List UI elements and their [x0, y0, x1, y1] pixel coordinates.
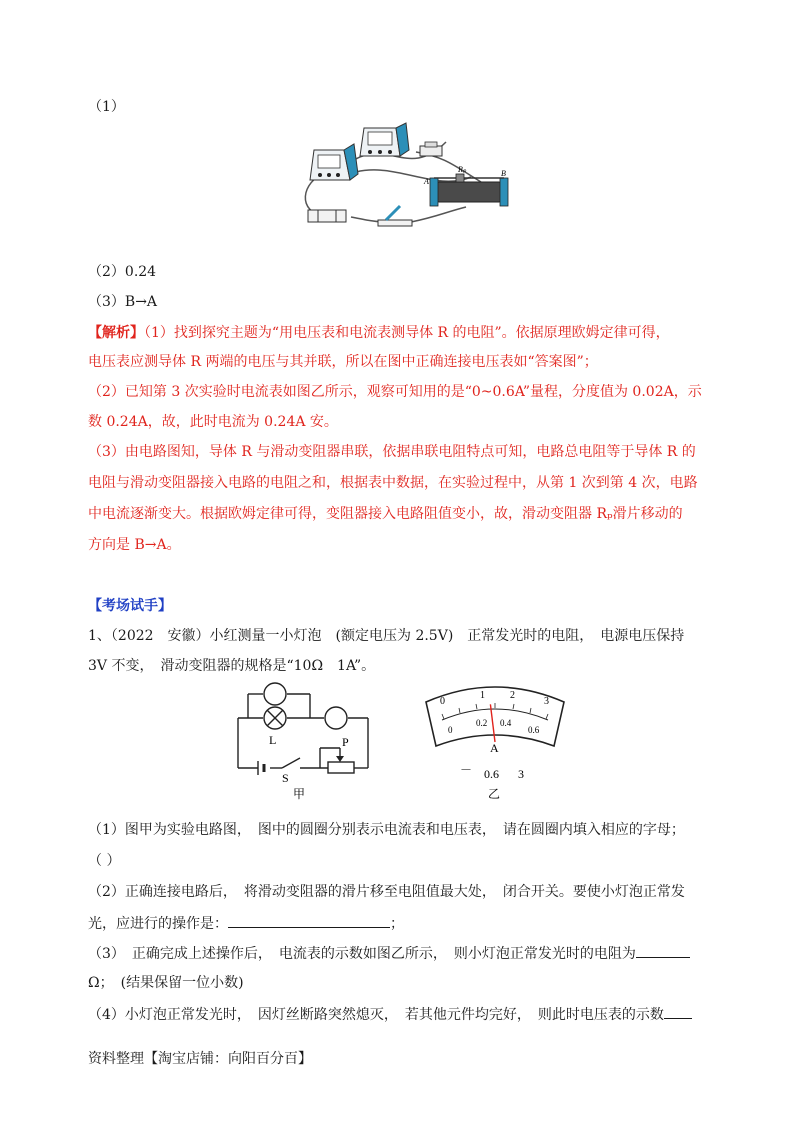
answer-2: （2）0.24 — [88, 264, 157, 280]
analysis-line-2: 电压表应测导体 R 两端的电压与其并联，所以在图中正确连接电压表如“答案图”； — [88, 354, 598, 370]
experiment-setup-figure — [296, 122, 520, 234]
subquestion-1: （1）图甲为实验电路图， 图中的圆圈分别表示电流表和电压表， 请在圆圈内填入相应的字母； — [88, 822, 685, 838]
slider-rp-label: Rₚ — [458, 165, 467, 174]
outer-tick-2: 2 — [510, 690, 515, 701]
terminal-0-6: 0.6 — [484, 767, 499, 781]
footer: 资料整理【淘宝店铺：向阳百分百】 — [88, 1051, 312, 1067]
terminal-3: 3 — [518, 767, 524, 781]
meter-circle-top — [264, 683, 286, 705]
subquestion-3 — [88, 943, 690, 964]
outer-tick-1: 1 — [480, 690, 485, 701]
section-heading: 【考场试手】 — [88, 598, 172, 614]
analysis-line-8: 方向是 B→A。 — [88, 537, 181, 553]
voltmeter-icon — [360, 123, 409, 156]
subquestion-1-answer: （ ） — [88, 853, 121, 869]
analysis-line-4: 数 0.24A，故，此时电流为 0.24A 安。 — [88, 414, 338, 430]
meter-circle-right — [325, 707, 347, 729]
subquestion-2: （2）正确连接电路后， 将滑动变阻器的滑片移至电阻值最大处， 闭合开关。要使小灯泡正常发 — [88, 884, 685, 900]
analysis-line-6: 电阻与滑动变阻器接入电路的电阻之和，根据表中数据，在实验过程中，从第 1 次到第 4 次，电路 — [88, 475, 698, 491]
outer-tick-3: 3 — [544, 696, 549, 707]
subquestion-3-line-2: Ω； (结果保留一位小数) — [88, 975, 244, 991]
inner-tick-3: 0.6 — [528, 725, 540, 735]
subquestion-2-text: 光，应进行的操作是： — [88, 916, 228, 932]
subquestion-3-text: （3） 正确完成上述操作后， 电流表的示数如图乙所示， 则小灯泡正常发光时的电阻为 — [88, 946, 636, 962]
analysis-line-3: （2）已知第 3 次实验时电流表如图乙所示，观察可知用的是“0~0.6A”量程，分度值为 0.02A，示 — [88, 384, 702, 400]
ammeter-dial-yi — [420, 680, 570, 804]
terminal-minus: － — [460, 763, 473, 777]
subquestion-4 — [88, 1004, 692, 1025]
answer-3: （3）B→A — [88, 294, 158, 310]
question-line-1: 1、（2022 安徽）小红测量一小灯泡 (额定电压为 2.5V) 正常发光时的电阻， 电源电压保持 — [88, 628, 685, 644]
inner-tick-0: 0 — [448, 725, 453, 735]
inner-tick-2: 0.4 — [500, 718, 512, 728]
subquestion-4-text: （4）小灯泡正常发光时， 因灯丝断路突然熄灭， 若其他元件均完好， 则此时电压表的示数 — [88, 1007, 664, 1023]
terminal-b-label: B — [501, 169, 506, 178]
outer-tick-0: 0 — [440, 696, 445, 707]
analysis-line-1-text: （1）找到探究主题为“用电压表和电流表测导体 R 的电阻”。依据原理欧姆定律可得， — [144, 325, 670, 341]
subquestion-2-line-2 — [88, 913, 404, 934]
subquestion-2-end: ； — [390, 916, 404, 932]
analysis-tag: 【解析】 — [88, 325, 144, 341]
dial-unit: A — [490, 741, 499, 755]
analysis-line-1 — [88, 323, 670, 343]
caption-jia: 甲 — [293, 787, 306, 800]
inner-tick-1: 0.2 — [476, 718, 488, 728]
answer-1-label: （1） — [88, 99, 125, 115]
answer-blank-3[interactable] — [636, 943, 690, 958]
answer-blank-2[interactable] — [228, 913, 390, 928]
analysis-line-5: （3）由电路图知，导体 R 与滑动变阻器串联，依据串联电阻特点可知，电路总电阻等于导体 R 的 — [88, 444, 696, 460]
analysis-line-7: 中电流逐渐变大。根据欧姆定律可得，变阻器接入电路阻值变小，故，滑动变阻器 Rₚ滑片移动的 — [88, 506, 683, 522]
answer-blank-4[interactable] — [664, 1004, 692, 1019]
slider-label: P — [342, 735, 349, 749]
terminal-a-label: A — [424, 177, 429, 186]
ammeter-icon — [310, 144, 358, 180]
caption-yi: 乙 — [488, 787, 501, 801]
circuit-diagram-jia — [230, 682, 378, 800]
lamp-label: L — [269, 733, 277, 747]
question-line-2: 3V 不变， 滑动变阻器的规格是“10Ω 1A”。 — [88, 658, 376, 674]
switch-label: S — [282, 771, 289, 785]
